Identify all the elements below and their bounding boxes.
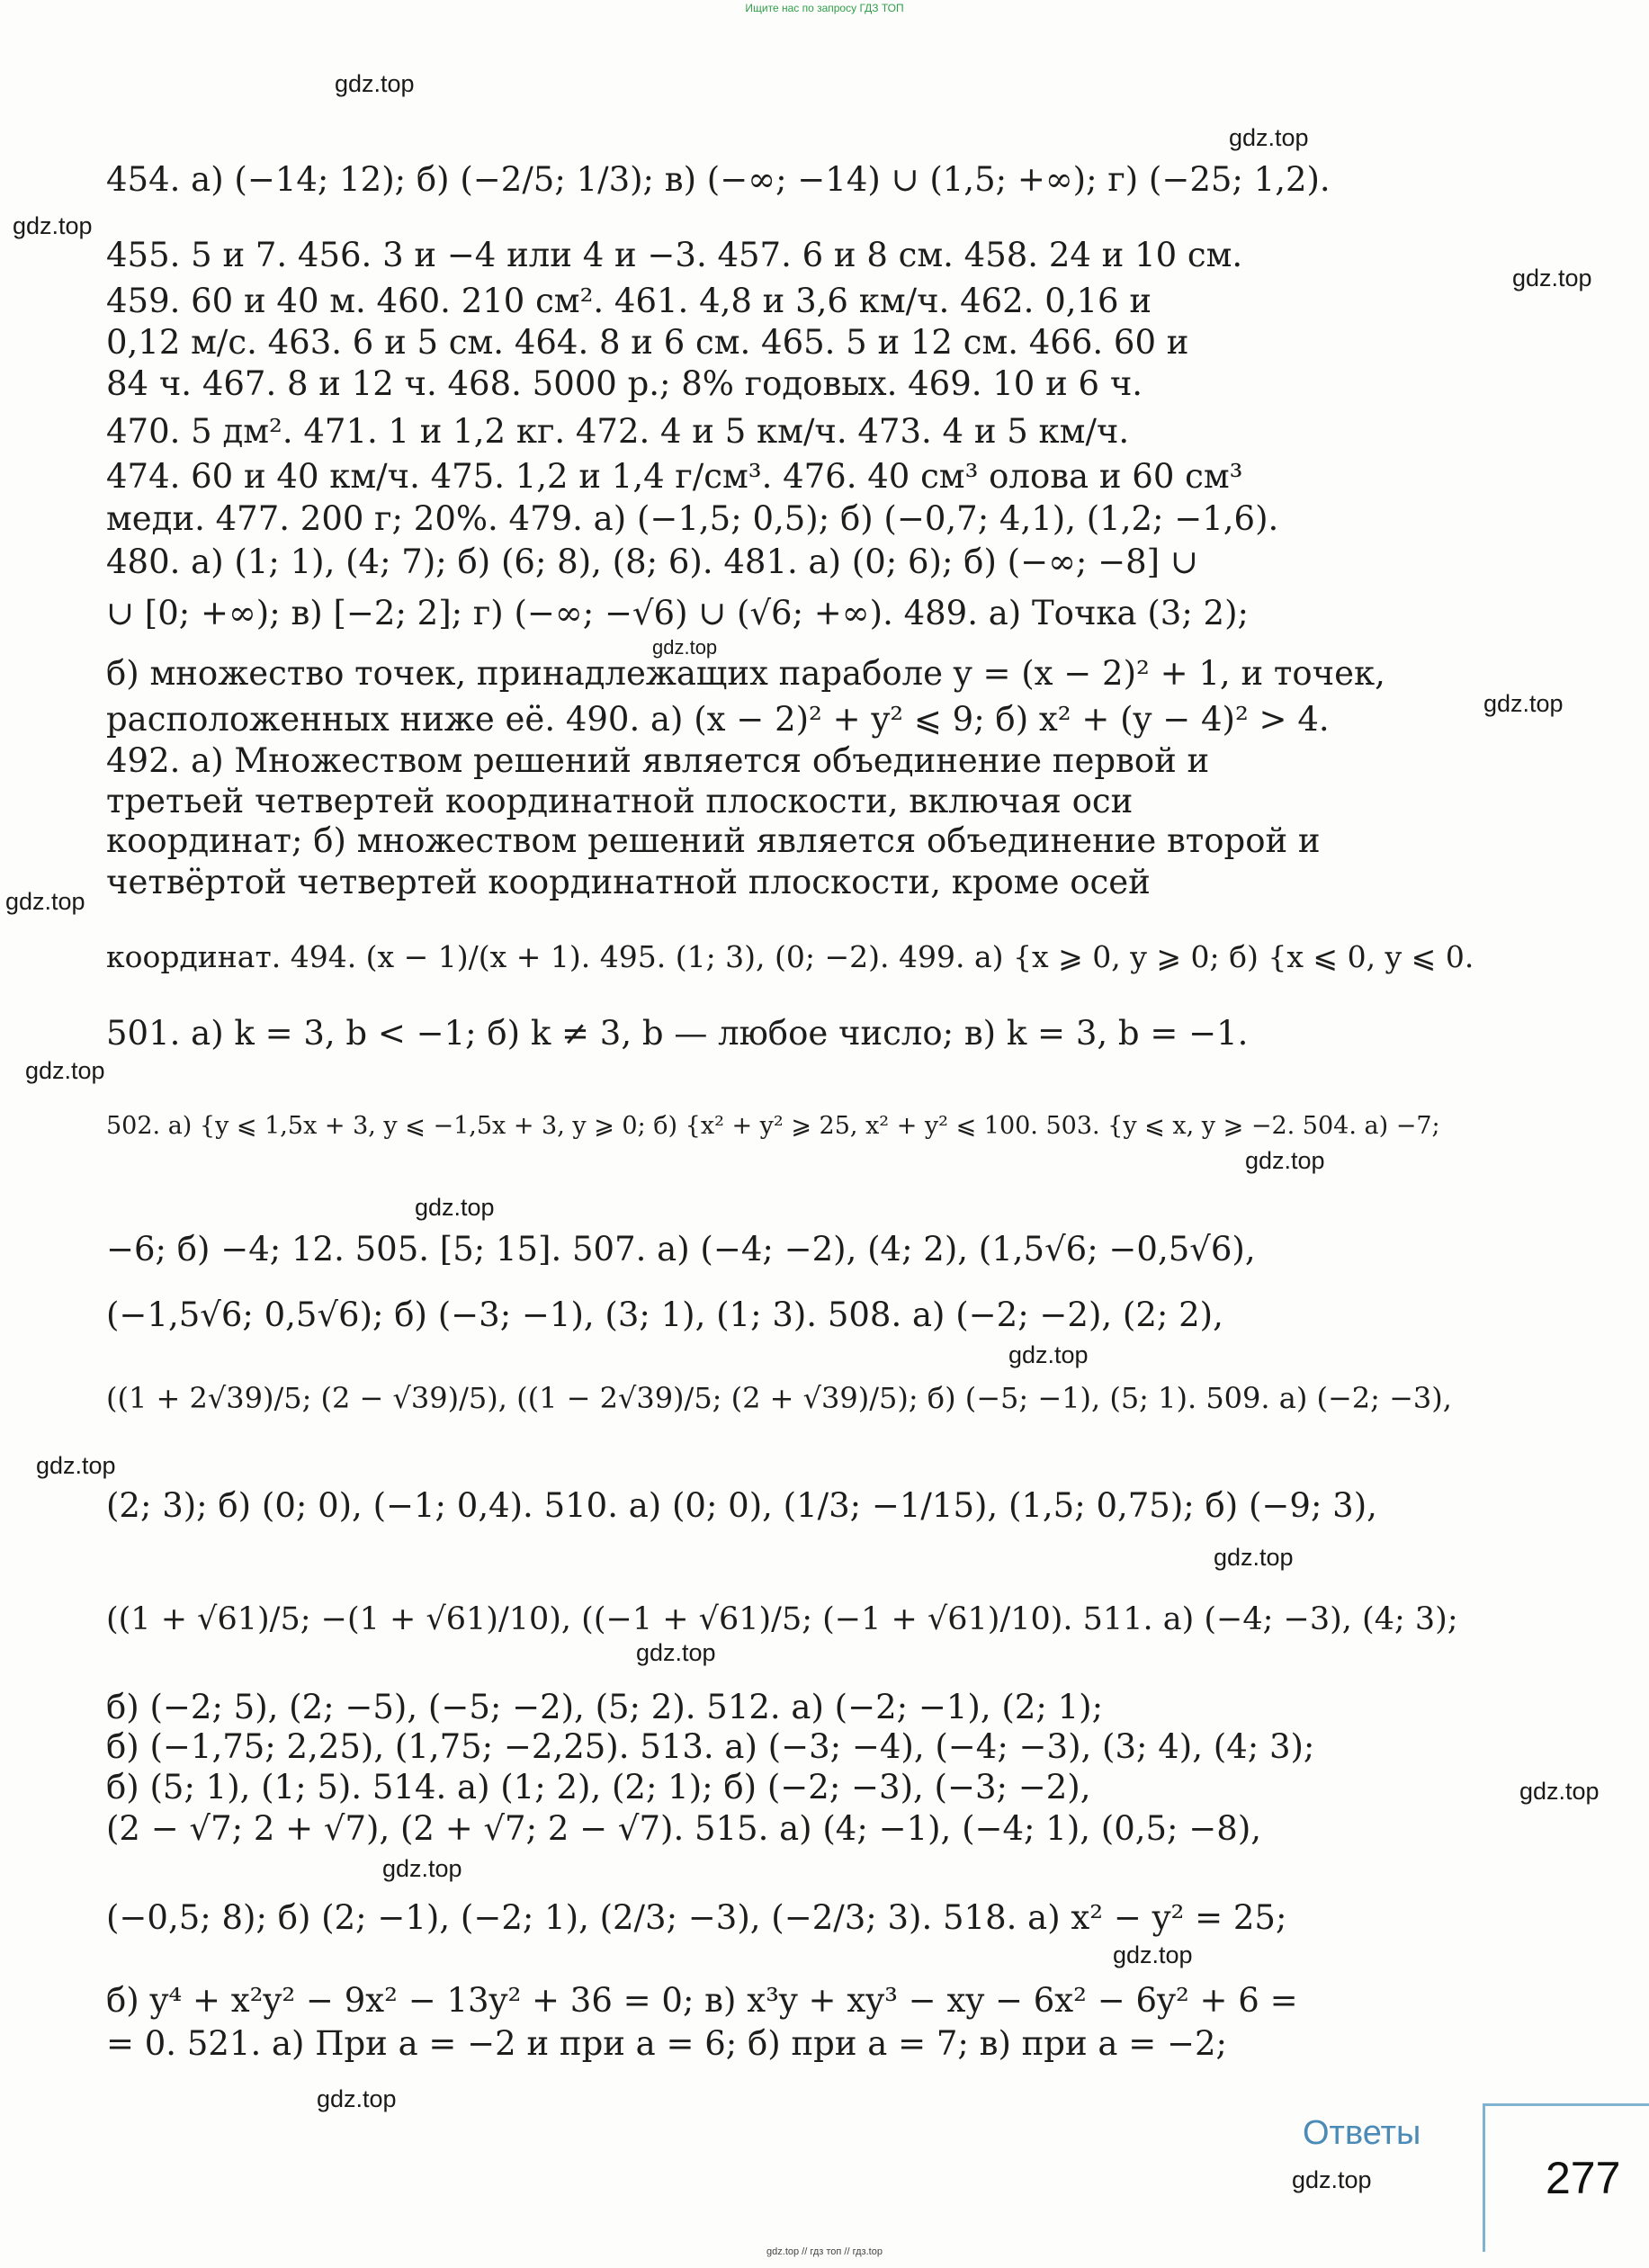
answer-line: (−1,5√6; 0,5√6); б) (−3; −1), (3; 1), (1; 3). 508. а) (−2; −2), (2; 2), <box>106 1295 1223 1334</box>
answer-line: 470. 5 дм². 471. 1 и 1,2 кг. 472. 4 и 5 км/ч. 473. 4 и 5 км/ч. <box>106 412 1130 451</box>
watermark: gdz.top <box>1512 264 1592 291</box>
answer-line: 455. 5 и 7. 456. 3 и −4 или 4 и −3. 457. 6 и 8 см. 458. 24 и 10 см. <box>106 236 1243 274</box>
answer-line: 84 ч. 467. 8 и 12 ч. 468. 5000 р.; 8% годовых. 469. 10 и 6 ч. <box>106 364 1143 403</box>
answer-line: ((1 + 2√39)/5; (2 − √39)/5), ((1 − 2√39)/5; (2 + √39)/5); б) (−5; −1), (5; 1). 509. а) (−2; −3), <box>106 1381 1452 1415</box>
top-banner[interactable]: Ищите нас по запросу ГДЗ ТОП <box>745 2 904 14</box>
watermark: gdz.top <box>36 1452 116 1479</box>
answer-line: б) y⁴ + x²y² − 9x² − 13y² + 36 = 0; в) x³y + xy³ − xy − 6x² − 6y² + 6 = <box>106 1981 1298 2020</box>
answer-line: 474. 60 и 40 км/ч. 475. 1,2 и 1,4 г/см³. 476. 40 см³ олова и 60 см³ <box>106 457 1243 496</box>
answer-line: б) (−1,75; 2,25), (1,75; −2,25). 513. а) (−3; −4), (−4; −3), (3; 4), (4; 3); <box>106 1727 1315 1766</box>
bottom-banner[interactable]: gdz.top // гдз топ // гдз.top <box>766 2246 883 2257</box>
answer-line: 492. а) Множеством решений является объединение первой и <box>106 741 1210 780</box>
answer-line: ((1 + √61)/5; −(1 + √61)/10), ((−1 + √61)/5; (−1 + √61)/10). 511. а) (−4; −3), (4; 3); <box>106 1601 1458 1637</box>
watermark: gdz.top <box>382 1855 462 1882</box>
footer-divider <box>1483 2103 1649 2106</box>
watermark: gdz.top <box>1229 124 1309 151</box>
watermark: gdz.top <box>636 1639 716 1666</box>
watermark: gdz.top <box>13 212 93 239</box>
watermark: gdz.top <box>1214 1544 1294 1571</box>
answer-line: 501. а) k = 3, b < −1; б) k ≠ 3, b — любое число; в) k = 3, b = −1. <box>106 1014 1249 1053</box>
page-number: 277 <box>1546 2153 1621 2203</box>
watermark: gdz.top <box>1519 1778 1600 1805</box>
answer-line: 480. а) (1; 1), (4; 7); б) (6; 8), (8; 6). 481. а) (0; 6); б) (−∞; −8] ∪ <box>106 542 1198 581</box>
watermark: gdz.top <box>1245 1147 1325 1174</box>
answer-line: (2; 3); б) (0; 0), (−1; 0,4). 510. а) (0; 0), (1/3; −1/15), (1,5; 0,75); б) (−9; 3), <box>106 1486 1377 1525</box>
section-title: Ответы <box>1303 2114 1421 2152</box>
answer-line: ∪ [0; +∞); в) [−2; 2]; г) (−∞; −√6) ∪ (√6; +∞). 489. а) Точка (3; 2); <box>106 594 1249 632</box>
answer-line: координат; б) множеством решений является объединение второй и <box>106 821 1321 860</box>
watermark: gdz.top <box>415 1194 495 1221</box>
answer-line: б) (−2; 5), (2; −5), (−5; −2), (5; 2). 512. а) (−2; −1), (2; 1); <box>106 1688 1104 1726</box>
answer-line: координат. 494. (x − 1)/(x + 1). 495. (1; 3), (0; −2). 499. а) {x ⩾ 0, y ⩾ 0; б) {x ⩽ 0, y ⩽ 0. <box>106 939 1474 974</box>
answer-line: 459. 60 и 40 м. 460. 210 см². 461. 4,8 и 3,6 км/ч. 462. 0,16 и <box>106 282 1152 320</box>
watermark: gdz.top <box>1008 1341 1089 1368</box>
watermark: gdz.top <box>25 1057 105 1084</box>
watermark: gdz.top <box>1113 1941 1193 1968</box>
answer-line: 0,12 м/с. 463. 6 и 5 см. 464. 8 и 6 см. 465. 5 и 12 см. 466. 60 и <box>106 323 1189 362</box>
watermark: gdz.top <box>652 636 718 659</box>
answer-line: (−0,5; 8); б) (2; −1), (−2; 1), (2/3; −3), (−2/3; 3). 518. а) x² − y² = 25; <box>106 1898 1287 1937</box>
watermark: gdz.top <box>1483 690 1564 717</box>
answer-line: расположенных ниже её. 490. а) (x − 2)² + y² ⩽ 9; б) x² + (y − 4)² > 4. <box>106 700 1330 739</box>
footer-divider <box>1483 2103 1485 2252</box>
watermark: gdz.top <box>5 888 85 915</box>
answer-line: 454. а) (−14; 12); б) (−2/5; 1/3); в) (−∞; −14) ∪ (1,5; +∞); г) (−25; 1,2). <box>106 160 1331 199</box>
answer-line: б) (5; 1), (1; 5). 514. а) (1; 2), (2; 1); б) (−2; −3), (−3; −2), <box>106 1768 1091 1806</box>
answer-line: −6; б) −4; 12. 505. [5; 15]. 507. а) (−4; −2), (4; 2), (1,5√6; −0,5√6), <box>106 1230 1256 1268</box>
answer-line: четвёртой четвертей координатной плоскости, кроме осей <box>106 863 1151 901</box>
watermark: gdz.top <box>1292 2166 1372 2193</box>
answer-line: = 0. 521. а) При a = −2 и при a = 6; б) при a = 7; в) при a = −2; <box>106 2024 1228 2063</box>
answer-line: третьей четвертей координатной плоскости, включая оси <box>106 782 1134 820</box>
watermark: gdz.top <box>335 70 415 97</box>
watermark: gdz.top <box>317 2085 397 2112</box>
answer-line: 502. а) {y ⩽ 1,5x + 3, y ⩽ −1,5x + 3, y ⩾ 0; б) {x² + y² ⩾ 25, x² + y² ⩽ 100. 503. {y ⩽ x, y ⩾ −2. 504. а) −7; <box>106 1112 1440 1140</box>
answer-line: б) множество точек, принадлежащих параболе y = (x − 2)² + 1, и точек, <box>106 654 1385 693</box>
answer-line: (2 − √7; 2 + √7), (2 + √7; 2 − √7). 515. а) (4; −1), (−4; 1), (0,5; −8), <box>106 1809 1262 1848</box>
answer-line: меди. 477. 200 г; 20%. 479. а) (−1,5; 0,5); б) (−0,7; 4,1), (1,2; −1,6). <box>106 499 1279 538</box>
